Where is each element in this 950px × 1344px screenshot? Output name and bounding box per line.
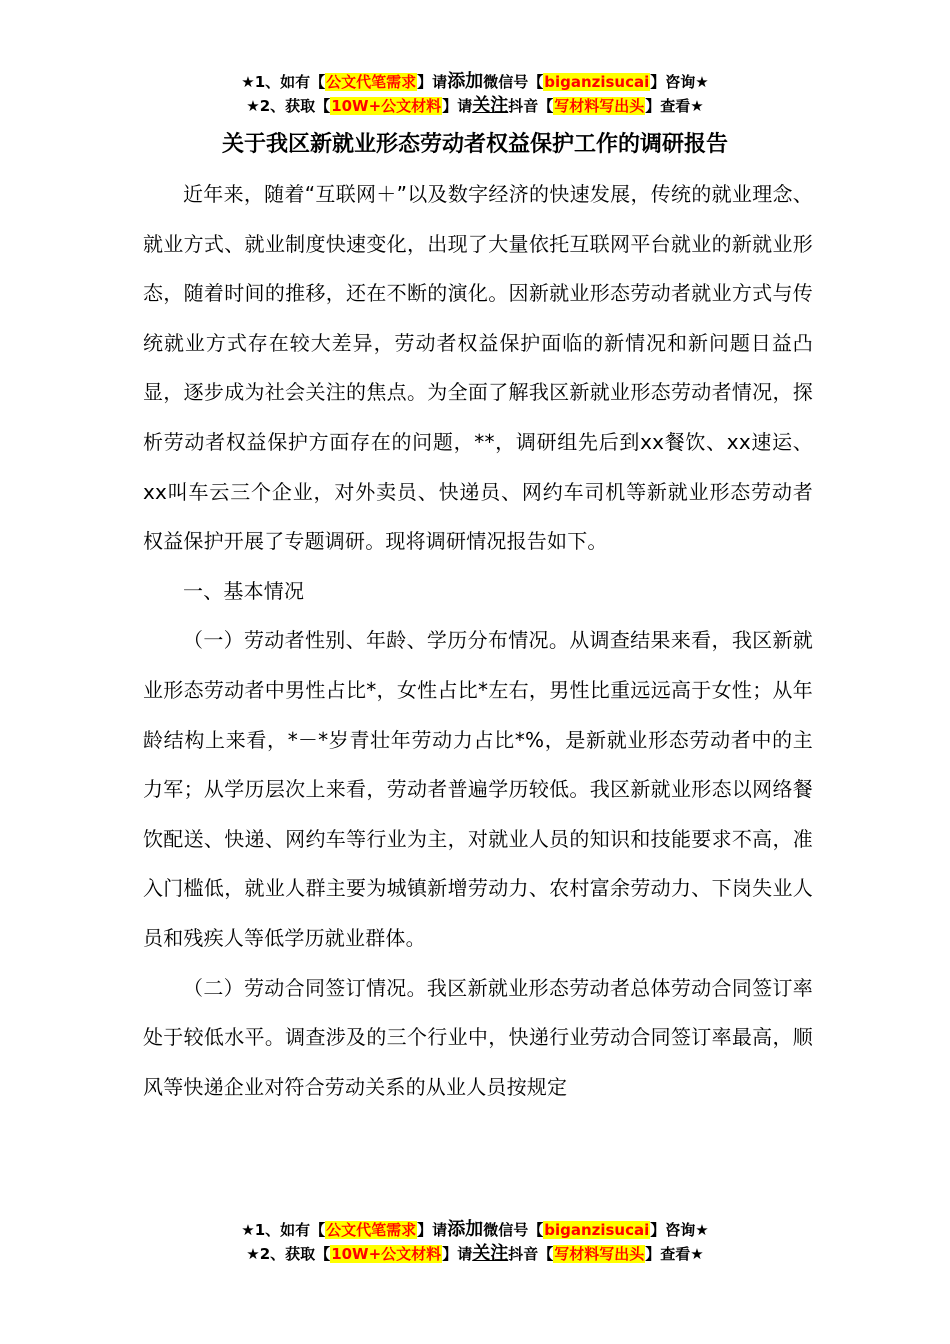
promo-text: 】查看★: [645, 97, 704, 115]
promo-emphasis: 关注: [472, 95, 509, 116]
paragraph-demographics: （一）劳动者性别、年龄、学历分布情况。从调查结果来看，我区新就业形态劳动者中男性占比*，女性占比*左右，男性比重远远高于女性；从年龄结构上来看，*－*岁青壮年劳动力占比*%，是新就业形态劳动者中的主力军；从学历层次上来看，劳动者普遍学历较低。我区新就业形态以网络餐饮配送、快递、网约车等行业为主，对就业人员的知识和技能要求不高，准入门槛低，就业人群主要为城镇新增劳动力、农村富余劳动力、下岗失业人员和残疾人等低学历就业群体。: [143, 628, 813, 950]
paragraph-intro: 近年来，随着“互联网＋”以及数字经济的快速发展，传统的就业理念、就业方式、就业制度快速变化，出现了大量依托互联网平台就业的新就业形态，随着时间的推移，还在不断的演化。因新就业形态劳动者就业方式与传统就业方式存在较大差异，劳动者权益保护面临的新情况和新问题日益凸显，逐步成为社会关注的焦点。为全面了解我区新就业形态劳动者情况，探析劳动者权益保护方面存在的问题，**，调研组先后到xx餐饮、xx速运、xx叫车云三个企业，对外卖员、快递员、网约车司机等新就业形态劳动者权益保护开展了专题调研。现将调研情况报告如下。: [143, 182, 813, 554]
promo-emphasis: 添加: [447, 71, 484, 92]
document-title: 关于我区新就业形态劳动者权益保护工作的调研报告: [221, 132, 728, 157]
promo-line-1: [0, 70, 950, 94]
promo-text: 】查看★: [645, 1245, 704, 1263]
promo-text: ★2、获取【: [246, 97, 331, 115]
promo-highlight: biganzisucai: [544, 73, 650, 91]
promo-line-2: [0, 94, 950, 118]
promo-highlight: 写材料写出头: [554, 97, 645, 115]
promo-highlight: 公文代笔需求: [326, 1221, 417, 1239]
promo-emphasis: 关注: [472, 1243, 509, 1264]
promo-text: 】咨询★: [650, 1221, 709, 1239]
paragraph-contracts: （二）劳动合同签订情况。我区新就业形态劳动者总体劳动合同签订率处于较低水平。调查涉及的三个行业中，快递行业劳动合同签订率最高，顺风等快递企业对符合劳动关系的从业人员按规定: [143, 975, 813, 1099]
promo-text: 微信号【: [483, 1221, 544, 1239]
promo-text: 】咨询★: [650, 73, 709, 91]
promo-highlight: 10W+公文材料: [331, 97, 442, 115]
promo-text: 】请: [442, 97, 473, 115]
promo-line-1: [0, 1218, 950, 1242]
promo-text: ★1、如有【: [241, 1221, 326, 1239]
promo-banner-bottom: [0, 1218, 950, 1266]
promo-text: 】请: [417, 73, 448, 91]
promo-text: ★1、如有【: [241, 73, 326, 91]
promo-emphasis: 添加: [447, 1219, 484, 1240]
promo-text: 】请: [442, 1245, 473, 1263]
promo-highlight: 写材料写出头: [554, 1245, 645, 1263]
document-body: [143, 170, 813, 1112]
promo-highlight: 公文代笔需求: [326, 73, 417, 91]
promo-line-2: [0, 1242, 950, 1266]
promo-highlight: 10W+公文材料: [331, 1245, 442, 1263]
section-heading: 一、基本情况: [183, 578, 305, 603]
promo-text: ★2、获取【: [246, 1245, 331, 1263]
promo-text: 】请: [417, 1221, 448, 1239]
promo-banner-top: [0, 70, 950, 118]
promo-text: 抖音【: [508, 1245, 554, 1263]
promo-text: 抖音【: [508, 97, 554, 115]
promo-highlight: biganzisucai: [544, 1221, 650, 1239]
promo-text: 微信号【: [483, 73, 544, 91]
